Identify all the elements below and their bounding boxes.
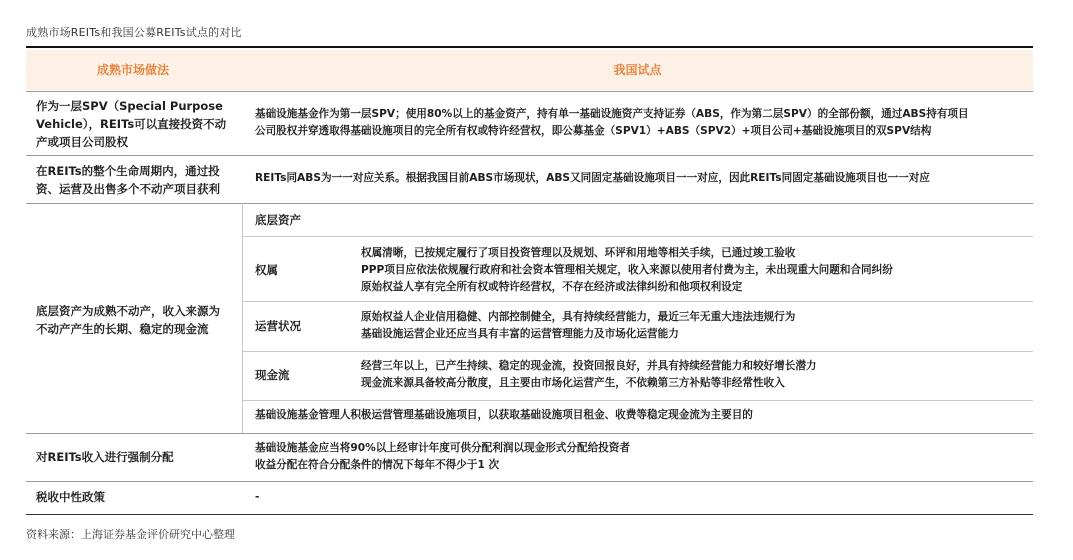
row5-mature-practice: 税收中性政策: [36, 490, 105, 504]
cashflow-label: 现金流: [255, 368, 290, 382]
row5-pilot-description: -: [255, 491, 260, 503]
underlying-asset-label: 底层资产: [255, 213, 301, 227]
fund-manager-text: 基础设施基金管理人积极运营管理基础设施项目，以获取基础设施项目租金、收费等稳定现金流为主要目的: [255, 409, 753, 421]
sub-row-divider: [242, 236, 1033, 237]
ownership-text: 权属清晰，已按规定履行了项目投资管理以及规划、环评和用地等相关手续，已通过竣工验收 PPP项目应依法依规履行政府和社会资本管理相关规定，收入来源以使用者付费为主，未出现重大问题和合同纠纷 原始权益人享有完全所有权或特许经营权，不存在经济或法律纠纷和他项权利设定: [361, 247, 893, 293]
source-note: 资料来源：上海证券基金评价研究中心整理: [26, 528, 235, 541]
row2-pilot-description: REITs同ABS为一一对应关系。根据我国目前ABS市场现状，ABS又同固定基础设施项目一一对应，因此REITs同固定基础设施项目也一一对应: [255, 172, 930, 184]
row-divider: [26, 481, 1033, 482]
cashflow-text: 经营三年以上，已产生持续、稳定的现金流，投资回报良好，并具有持续经营能力和较好增长潜力 现金流来源具备较高分散度，且主要由市场化运营产生，不依赖第三方补贴等非经常性收入: [361, 360, 817, 389]
table-bottom-rule: [26, 514, 1033, 515]
row4-mature-practice: 对REITs收入进行强制分配: [36, 450, 174, 464]
sub-row-divider: [242, 351, 1033, 352]
row3-mature-practice: 底层资产为成熟不动产，收入来源为 不动产产生的长期、稳定的现金流: [36, 304, 220, 336]
row-divider: [26, 155, 1033, 156]
row-divider: [26, 433, 1033, 434]
operation-text: 原始权益人企业信用稳健、内部控制健全，具有持续经营能力，最近三年无重大违法违规行为 基础设施运营企业还应当具有丰富的运营管理能力及市场化运营能力: [361, 311, 796, 340]
row4-pilot-description: 基础设施基金应当将90%以上经审计年度可供分配利润以现金形式分配给投资者 收益分配在符合分配条件的情况下每年不得少于1 次: [255, 442, 630, 471]
ownership-label: 权属: [255, 263, 278, 277]
sub-row-divider: [242, 400, 1033, 401]
header-mature-market: 成熟市场做法: [96, 63, 169, 77]
row-divider: [26, 203, 1033, 204]
header-china-pilot: 我国试点: [613, 63, 662, 77]
row2-mature-practice: 在REITs的整个生命周期内，通过投 资、运营及出售多个不动产项目获利: [36, 164, 220, 196]
row1-mature-practice: 作为一层SPV（Special Purpose Vehicle），REITs可以直接投资不动 产或项目公司股权: [36, 99, 227, 149]
sub-column-divider: [242, 203, 243, 433]
row-divider: [26, 91, 1033, 92]
operation-label: 运营状况: [255, 319, 301, 333]
sub-row-divider: [242, 301, 1033, 302]
table-title: 成熟市场REITs和我国公募REITs试点的对比: [26, 26, 242, 39]
top-rule: [26, 46, 1033, 48]
row1-pilot-description: 基础设施基金作为第一层SPV；使用80%以上的基金资产，持有单一基础设施资产支持证券（ABS，作为第二层SPV）的全部份额，通过ABS持有项目 公司股权并穿透取得基础设施项目的完全所有权或特许经营权，即公募基金（SPV1）+ABS（SPV2）+项目公司+基础设施项目的双SPV结构: [255, 108, 969, 137]
